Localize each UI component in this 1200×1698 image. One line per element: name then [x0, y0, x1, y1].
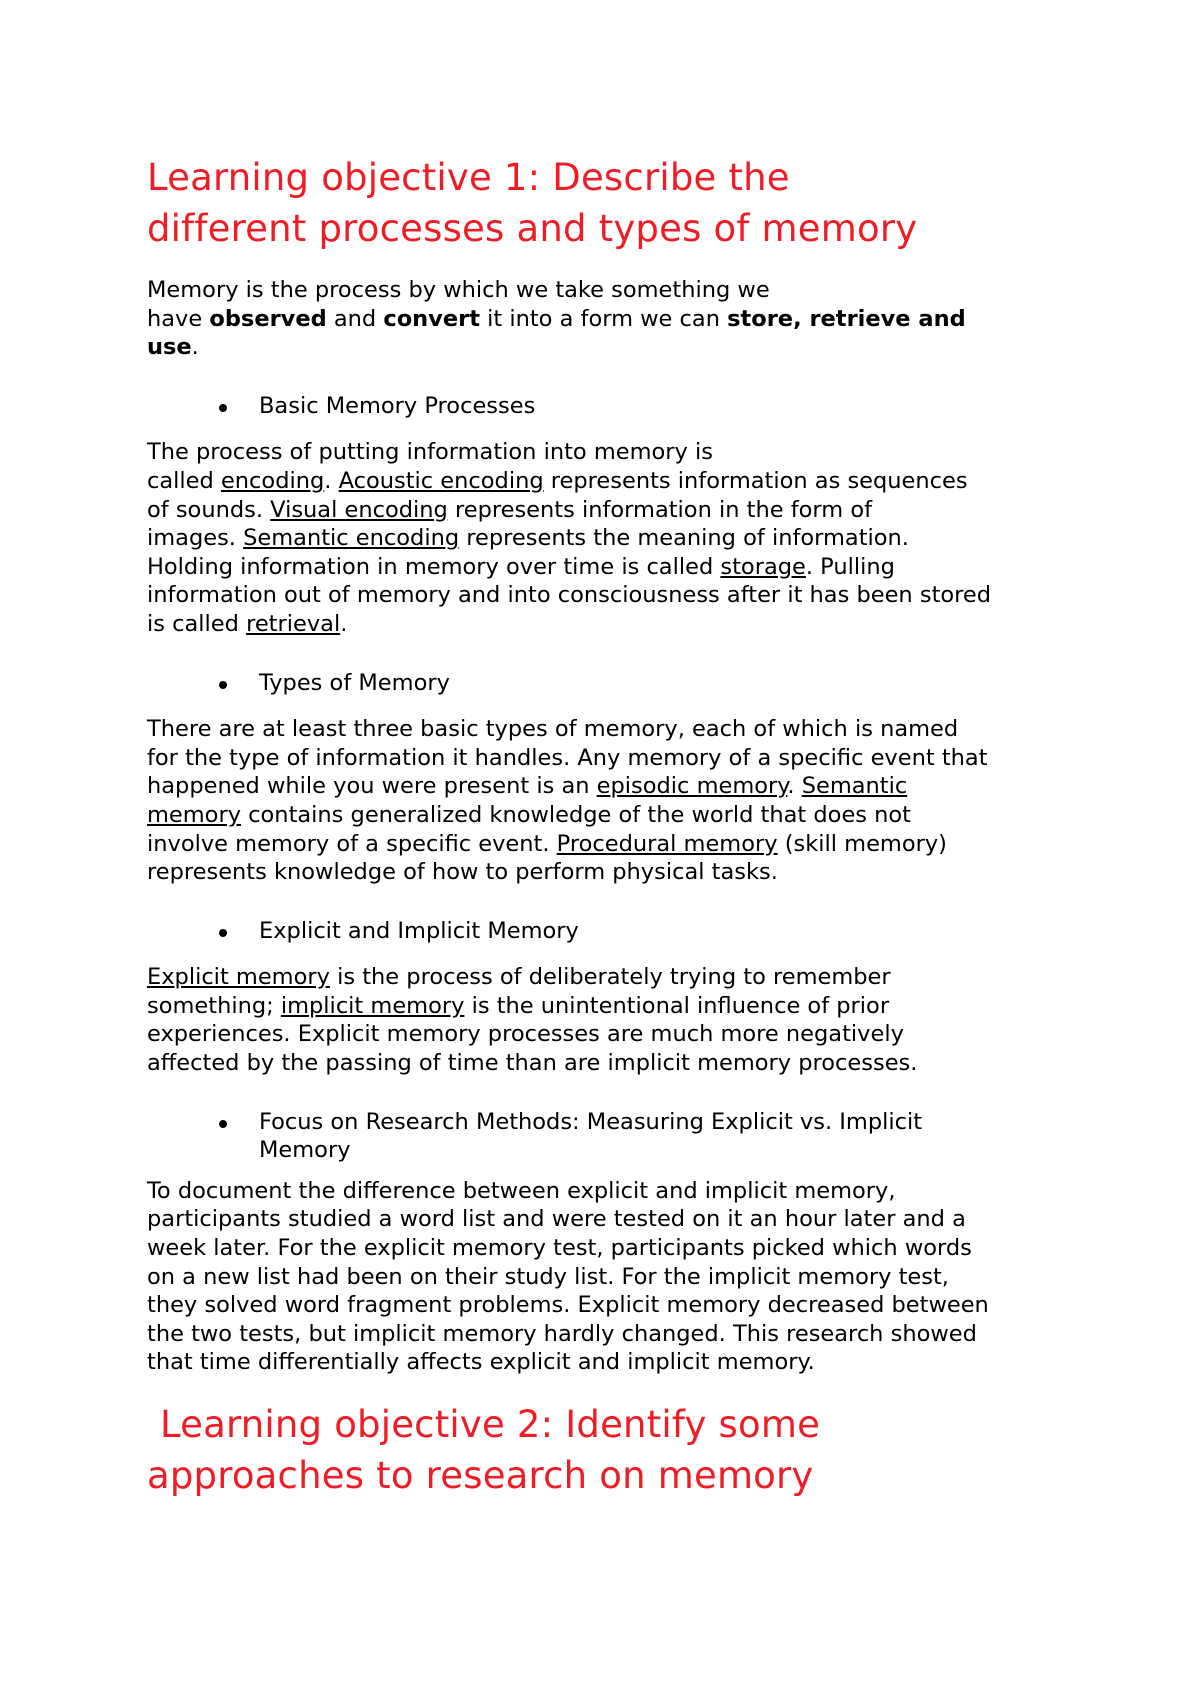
term-semantic-encoding: Semantic encoding [243, 525, 460, 552]
term-encoding: encoding [220, 467, 325, 494]
term-retrieval: retrieval [246, 610, 341, 637]
explicit-paragraph: Explicit memory is the process of deliberately trying to remember something; implicit memory is the unintentional influence of prior experiences. Explicit memory processes are much more negatively affected by the passing of time than are implicit memory processes. [147, 964, 918, 1077]
bullet-dot-icon [219, 929, 227, 937]
term-semantic-memory-part-2: memory [147, 801, 242, 828]
objective-1-line-1: Learning objective 1: Describe the [147, 156, 790, 199]
bullet-focus-research-methods: Focus on Research Methods: Measuring Explicit vs. Implicit Memory [147, 1108, 1087, 1165]
processes-paragraph: The process of putting information into memory is called encoding. Acoustic encoding represents information as sequences of sounds. Visual encoding represents information in the form of images. Semantic encoding represents the meaning of information. Holding information in memory over time is called storage. Pulling information out of memory and into consciousness after it has been stored is called retrieval. [147, 439, 992, 637]
objective-1-line-2: different processes and types of memory [147, 207, 918, 250]
term-acoustic-encoding: Acoustic encoding [338, 467, 544, 494]
bullet-basic-memory-processes: Basic Memory Processes [147, 392, 1087, 421]
document-page [147, 152, 1087, 1501]
bullet-dot-icon [219, 404, 227, 412]
bullet-types-of-memory: Types of Memory [147, 669, 1087, 698]
bullet-dot-icon [219, 1120, 227, 1128]
term-procedural-memory: Procedural memory [556, 830, 778, 857]
term-visual-encoding: Visual encoding [270, 496, 448, 523]
bullet-dot-icon [219, 681, 227, 689]
bullet-explicit-implicit-memory: Explicit and Implicit Memory [147, 917, 1087, 946]
term-implicit-memory: implicit memory [280, 992, 465, 1019]
term-storage: storage [720, 553, 806, 580]
term-use: use [147, 334, 192, 361]
objective-1-heading [147, 152, 1087, 254]
term-explicit-memory: Explicit memory [147, 964, 330, 991]
objective-2-line-1: Learning objective 2: Identify some [160, 1403, 821, 1446]
objective-2-heading [147, 1399, 1087, 1501]
term-convert: convert [383, 305, 480, 332]
objective-2-line-2: approaches to research on memory [147, 1454, 814, 1497]
term-episodic-memory: episodic memory [596, 773, 788, 800]
types-paragraph: There are at least three basic types of memory, each of which is named for the type of information it handles. Any memory of a specific event that happened while you were present is an episodic memory. Semantic memory contains generalized knowledge of the world that does not involve memory of a specific event. Procedural memory (skill memory) represents knowledge of how to perform physical tasks. [147, 716, 988, 886]
research-paragraph: To document the difference between explicit and implicit memory, participants studied a word list and were tested on it an hour later and a week later. For the explicit memory test, participants picked which words on a new list had been on their study list. For the implicit memory test, they solved word fragment problems. Explicit memory decreased between the two tests, but implicit memory hardly changed. This research showed that time differentially affects explicit and implicit memory. [147, 1177, 989, 1376]
term-semantic-memory-part-1: Semantic [801, 773, 908, 800]
intro-paragraph: Memory is the process by which we take something we have observed and convert it into a form we can store, retrieve and use. [147, 277, 966, 361]
term-observed: observed [209, 305, 327, 332]
term-store-retrieve: store, retrieve and [727, 305, 966, 332]
